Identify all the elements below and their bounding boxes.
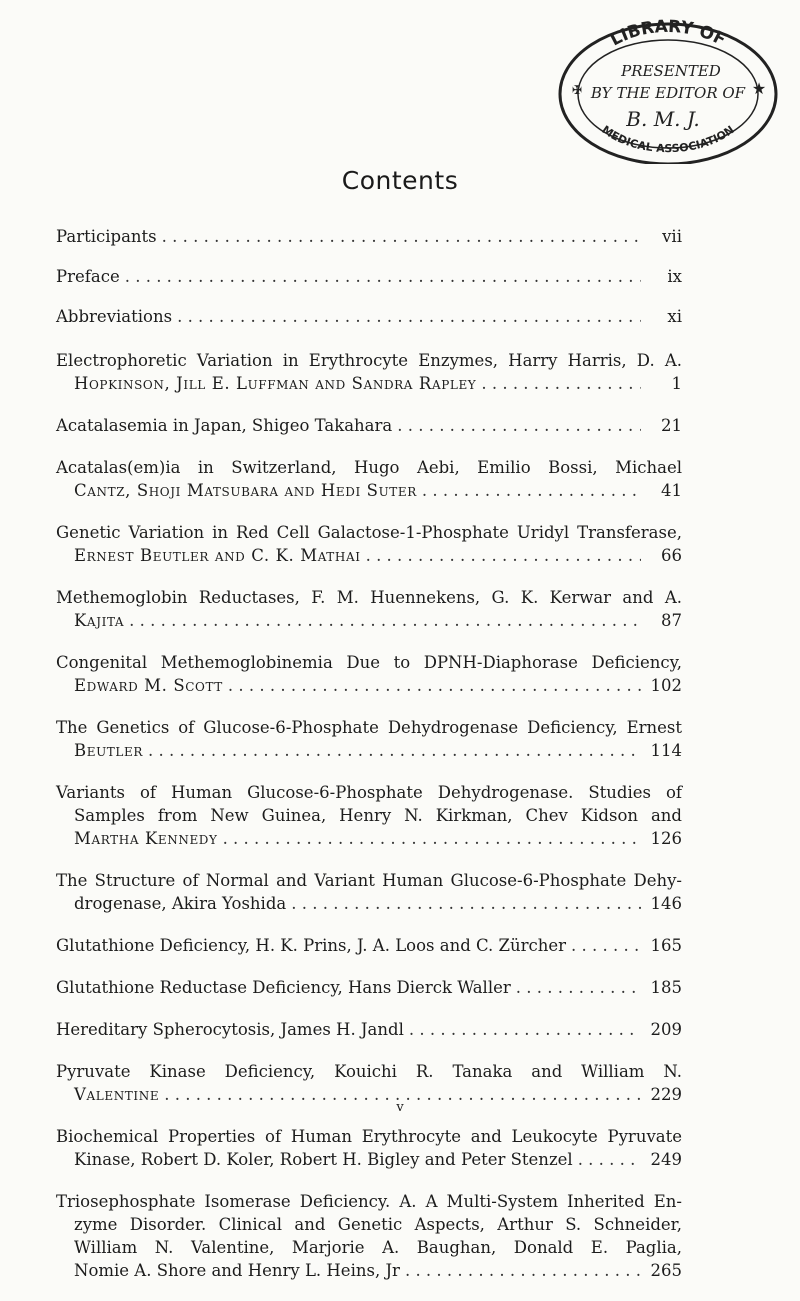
toc-line: Genetic Variation in Red Cell Galactose-1-Phosphate Uridyl Transferase, (56, 523, 682, 542)
toc-entry (56, 349, 682, 395)
stamp-line2: BY THE EDITOR OF (590, 84, 746, 102)
toc-page: vii (662, 227, 682, 246)
toc-line: Samples from New Guinea, Henry N. Kirkman, Chev Kidson and (74, 806, 682, 825)
toc-line: Hereditary Spherocytosis, James H. Jandl (56, 1020, 404, 1039)
toc-line: Kinase, Robert D. Koler, Robert H. Bigley and Peter Stenzel (74, 1150, 573, 1169)
toc-page: 102 (650, 676, 682, 695)
toc-label: Preface (56, 267, 120, 286)
toc-entry (56, 414, 682, 437)
toc-entry (56, 781, 682, 850)
stamp-bottom-text: MEDICAL ASSOCIATION (599, 123, 737, 156)
toc-line: William N. Valentine, Marjorie A. Baughan, Donald E. Paglia, (74, 1238, 682, 1257)
toc-page: 249 (650, 1150, 682, 1169)
stamp-top-text: LIBRARY OF (606, 16, 729, 51)
library-stamp (553, 14, 783, 164)
toc-line: Ernest Beutler and C. K. Mathai (74, 546, 361, 565)
toc-entry-participants (56, 225, 682, 248)
toc-entry (56, 1018, 682, 1041)
toc-entry (56, 934, 682, 957)
toc-line: Martha Kennedy (74, 829, 218, 848)
toc-entry (56, 456, 682, 502)
toc-line: drogenase, Akira Yoshida (74, 894, 287, 913)
toc-page: 41 (661, 481, 682, 500)
toc-line: Congenital Methemoglobinemia Due to DPNH-Diaphorase Deficiency, (56, 653, 682, 672)
toc-line: Pyruvate Kinase Deficiency, Kouichi R. Tanaka and William N. (56, 1062, 682, 1081)
toc-line: Kajita (74, 611, 125, 630)
toc-line: Acatalas(em)ia in Switzerland, Hugo Aebi, Emilio Bossi, Michael (56, 458, 682, 477)
toc-line: Methemoglobin Reductases, F. M. Huennekens, G. K. Kerwar and A. (56, 588, 682, 607)
toc-page: 66 (661, 546, 682, 565)
toc-label: Participants (56, 227, 157, 246)
toc-page: ix (667, 267, 682, 286)
toc-line: Hopkinson, Jill E. Luffman and Sandra Rapley (74, 374, 477, 393)
toc-entry (56, 521, 682, 567)
toc-line: Electrophoretic Variation in Erythrocyte Enzymes, Harry Harris, D. A. (56, 351, 682, 370)
star-icon: ★ (751, 79, 767, 98)
toc-entry (56, 1190, 682, 1282)
toc-page: 229 (650, 1085, 682, 1104)
toc-line: Triosephosphate Isomerase Deficiency. A. A Multi-System Inherited En- (56, 1192, 682, 1211)
toc-entry (56, 869, 682, 915)
toc-page: 209 (650, 1020, 682, 1039)
toc-line: Glutathione Deficiency, H. K. Prins, J. A. Loos and C. Zürcher (56, 936, 567, 955)
toc-page: 21 (661, 416, 682, 435)
toc-page: 265 (650, 1261, 682, 1280)
toc-entry (56, 716, 682, 762)
toc-line: Valentine (74, 1085, 160, 1104)
toc-entry (56, 976, 682, 999)
toc-page: 1 (671, 374, 682, 393)
toc-page: 126 (650, 829, 682, 848)
toc-line: Acatalasemia in Japan, Shigeo Takahara (56, 416, 393, 435)
crest-icon: ✠ (571, 83, 583, 97)
toc-page: 165 (650, 936, 682, 955)
toc-line: Cantz, Shoji Matsubara and Hedi Suter (74, 481, 417, 500)
toc-line: Glutathione Reductase Deficiency, Hans Dierck Waller (56, 978, 511, 997)
table-of-contents (56, 225, 682, 1301)
toc-line: Variants of Human Glucose-6-Phosphate Dehydrogenase. Studies of (56, 783, 682, 802)
toc-line: Nomie A. Shore and Henry L. Heins, Jr (74, 1261, 400, 1280)
toc-entry-preface (56, 265, 682, 288)
toc-page: xi (667, 307, 682, 326)
toc-page: 114 (650, 741, 682, 760)
toc-page: 185 (650, 978, 682, 997)
toc-line: Biochemical Properties of Human Erythrocyte and Leukocyte Pyruvate (56, 1127, 682, 1146)
toc-entry (56, 1125, 682, 1171)
toc-line: zyme Disorder. Clinical and Genetic Aspects, Arthur S. Schneider, (74, 1215, 682, 1234)
toc-page: 146 (650, 894, 682, 913)
page-title: Contents (341, 166, 459, 195)
toc-page: 87 (661, 611, 682, 630)
toc-line: Beutler (74, 741, 143, 760)
toc-line: The Structure of Normal and Variant Human Glucose-6-Phosphate Dehy- (56, 871, 682, 890)
toc-entry-abbreviations (56, 305, 682, 328)
toc-line: The Genetics of Glucose-6-Phosphate Dehydrogenase Deficiency, Ernest (56, 718, 682, 737)
svg-text:LIBRARY OF (607, 17, 729, 51)
toc-entry (56, 586, 682, 632)
stamp-line1: PRESENTED (621, 62, 721, 80)
stamp-line3: B. M. J. (626, 107, 700, 131)
toc-label: Abbreviations (56, 307, 173, 326)
toc-line: Edward M. Scott (74, 676, 223, 695)
page-number: v (396, 1100, 404, 1115)
toc-entry (56, 651, 682, 697)
